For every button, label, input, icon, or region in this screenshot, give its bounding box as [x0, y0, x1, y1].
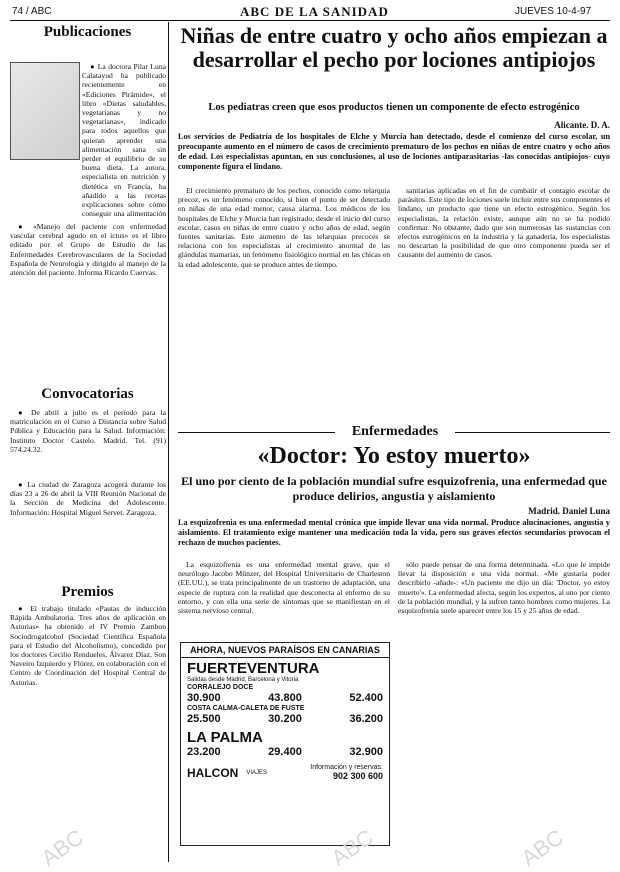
ad-price-row-3	[181, 746, 389, 758]
ad-destination-1: FUERTEVENTURA	[187, 660, 320, 677]
book-cover-image	[10, 62, 80, 160]
ad-info-label: Información y reservas:	[310, 764, 383, 771]
article1-lead: Los servicios de Pediatría de los hospitales de Elche y Murcia han detectado, desde el comienzo del curso escolar, un preocupante aumento en el número de casos de crecimiento prematuro de los pechos en niñas de entre cuatro y ocho años de edad. Los especialistas apuntan, en sus conclusiones, al uso de lociones antiparasitarias -las conocidas antipiojos- cuyo componente figura el lindano.	[178, 132, 610, 171]
page-number: 74 / ABC	[12, 6, 52, 17]
article2-column-2: sólo puede pensar de una forma determinada. «Lo que le impide llevar la disposición e una vida normal. «Me gustaría poder describirlo -añade-: «Un paciente me dijo un día: 'Doctor, yo estoy muerto'». La enfermedad afecta, según los expertos, al uno por ciento de la población mundial, y la sufren tanto hombres como mujeres. La esquizofrenia suele aparecer entre los 15 y 25 años de edad.	[398, 560, 610, 616]
ad-price: 32.900	[349, 746, 383, 758]
article2-subhead: El uno por ciento de la población mundial sufre esquizofrenia, una enfermedad que produce delirios, angustia y aislamiento	[181, 474, 607, 503]
premios-text: ● El trabajo titulado «Pautas de inducción Rápida Ambulatoria. Tres años de aplicación en Asturias» ha obtenido el IV Premio Zambon Sociodrogalcohol (Sociedad Científica Española para el Estudio del Alcoholismo), concedido por los doctores Cecilio Rendueles, Álvarez Díaz, Son Naveiro Izquierdo y Flórez, en colaboración con el Centro de Coordinación del Hospital Central de Asturias.	[10, 604, 166, 687]
article1-column-2: sanitarias aplicadas en el fin de combatir el contagio escolar de parásitos. Este tipo de lociones suele incluir entre sus componentes el lindano, un producto que tiene un efecto estrogénico. Según los especialistas, la relación existe, aunque aún no se ha podido confirmar. No obstante, dado que son numerosas las sustancias con efectos estrogénicos en la industria y la ganadería, los especialistas no descartan la posibilidad de que otro componente pueda ser el causante del aumento de casos.	[398, 186, 610, 260]
ad-destination-2: LA PALMA	[187, 729, 263, 746]
premios-title: Premios	[61, 584, 114, 600]
watermark: ABC	[36, 824, 89, 871]
article1-column-1: El crecimiento prematuro de los pechos, conocido como telarquia precoz, es un fenómeno conocido, si bien el punto de ser detectado en niñas de una edad menor, causa alarma. Los médicos de los hospitales de Elche y Murcia han registrado, desde el inicio del curso escolar, casos en niñas de entre cuatro y ocho años de edad, según fuentes sanitarias. Este aumento de las telarquias precoces se relaciona con los especialistas al crecimiento anormal de las glándulas mamarias, un fenómeno fisiológico normal en las chicas en la edad adolescente, que se produce antes de tiempo.	[178, 186, 390, 269]
publicaciones-text-1: ● La doctora Pilar Luna Calatayud ha publicado recientemente en «Ediciones Pirámide», el libro «Dietas saludables, vegetarianas y no vegetarianas», indicado para todos aquellos que quieran aprender una alimentación sana sin perder el equilibrio de su buena dieta. La autora, especialista en nutrición y dietética en Francia, ha añadido a las recetas explicaciones sobre cómo conseguir una alimentación	[82, 62, 166, 218]
ad-brand: HALCON	[187, 765, 239, 780]
ad-price: 25.500	[187, 713, 221, 725]
ad-price: 23.200	[187, 746, 221, 758]
ad-info	[310, 764, 383, 781]
article2-column-1: La esquizofrenia es una enfermedad mental grave, que el neurólogo Jacobo Münzer, del Hospital Universitario de Charleston (EE.UU.), se trata principalmente de un trastorno de adaptación, una especie de ruptura con la realidad que desconecta al enfermo de su entorno, y con ella una serie de síntomas que se manifiestan en el sistema nervioso central.	[178, 560, 390, 616]
convocatorias-text-2: ● La ciudad de Zaragoza acogerá durante los días 23 a 26 de abril la VIII Reunión Nacional de la Sección de Medicina del Adolescente. Información: Hospital Miguel Servet. Zaragoza.	[10, 480, 166, 517]
column-divider	[168, 22, 169, 862]
ad-price-row-1	[181, 692, 389, 704]
convocatorias-title: Convocatorias	[41, 386, 134, 402]
header-rule	[10, 20, 610, 21]
ad-price: 43.800	[268, 692, 302, 704]
issue-date: JUEVES 10-4-97	[515, 6, 592, 17]
section-title: ABC DE LA SANIDAD	[240, 4, 389, 19]
ad-banner: AHORA, NUEVOS PARAÍSOS EN CANARIAS	[181, 643, 389, 658]
ad-price: 30.900	[187, 692, 221, 704]
article1-headline: Niñas de entre cuatro y ocho años empiezan a desarrollar el pecho por lociones antipiojos	[180, 23, 608, 72]
article2-lead: La esquizofrenia es una enfermedad mental crónica que impide llevar una vida normal. Produce alucinaciones, angustia y aislamiento. El tratamiento exige mantener una medicación toda la vida, pero sus graves efectos secundarios provocan el rechazo de muchos pacientes.	[178, 518, 610, 547]
publicaciones-text-2: ● «Manejo del paciente con enfermedad vascular cerebral agudo en el ictus» es el libro editado por el Grupo de Estudio de las Enfermedades Cerebrovasculares de la Sociedad Española de Neurología y dirigido al manejo de la atención del paciente. Informa Ricardo Cuervas.	[10, 222, 166, 278]
ad-brand-sub: VIAJES	[246, 769, 268, 776]
travel-advertisement	[180, 642, 390, 846]
convocatorias-text-1: ● De abril a julio es el período para la matriculación en el Curso a Distancia sobre Salud Pública y Educación para la Salud. Información: Instituto Doctor Castelo. Madrid. Tel. (91) 574.24.32.	[10, 408, 166, 454]
article1-byline: Alicante. D. A.	[554, 120, 610, 130]
ad-price: 36.200	[349, 713, 383, 725]
watermark: ABC	[516, 824, 569, 871]
ad-price: 29.400	[268, 746, 302, 758]
ad-hotel-2: COSTA CALMA-CALETA DE FUSTE	[187, 705, 305, 712]
ad-price: 30.200	[268, 713, 302, 725]
article2-headline: «Doctor: Yo estoy muerto»	[257, 443, 531, 469]
ad-phone: 902 300 600	[332, 771, 383, 781]
ad-hotel-1: CORRALEJO DOCE	[187, 684, 254, 691]
article2-byline: Madrid. Daniel Luna	[528, 506, 610, 516]
article1-subhead: Los pediatras creen que esos productos tienen un componente de efecto estrogénico	[208, 102, 580, 113]
ad-destination-1-sub: Salidas desde Madrid, Barcelona y Vitoria	[187, 677, 299, 683]
ad-price-row-2	[181, 713, 389, 725]
publicaciones-title: Publicaciones	[43, 24, 132, 40]
watermark: ABC	[326, 824, 379, 871]
ad-footer	[181, 758, 389, 781]
enfermedades-title: Enfermedades	[335, 424, 455, 440]
ad-price: 52.400	[349, 692, 383, 704]
